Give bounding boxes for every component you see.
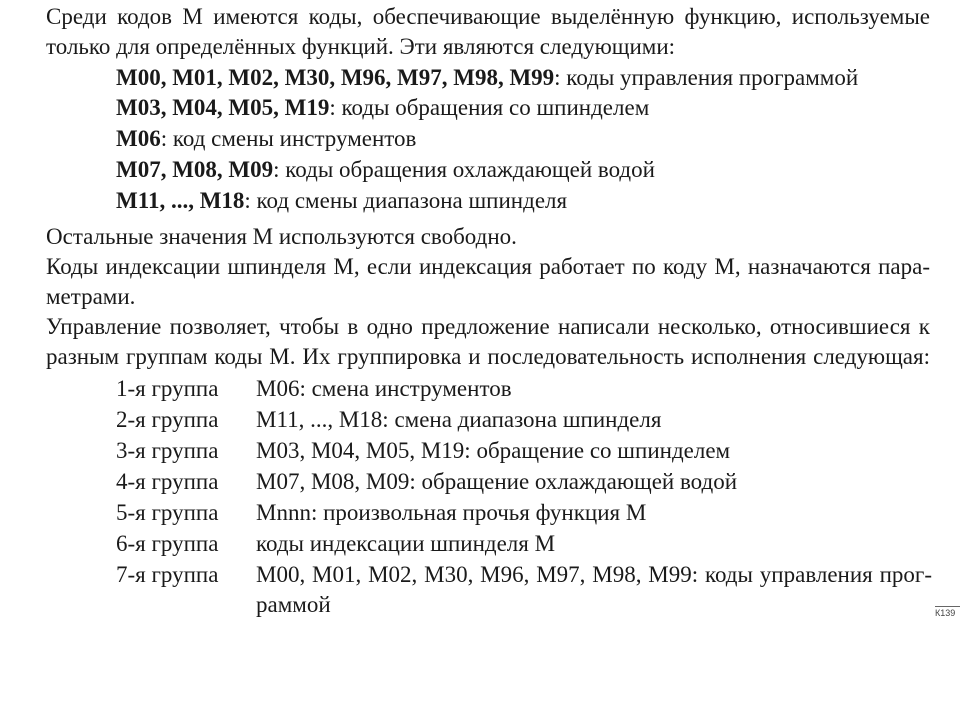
special-code-item (116, 125, 416, 152)
group-desc-continuation: раммой (256, 592, 331, 617)
special-code-codes: M06 (116, 126, 161, 151)
indexing-line-1: Коды индексации шпинделя М, если индексация работает по коду М, назначаются пара- (46, 254, 930, 279)
group-label: 2-я группа (116, 407, 219, 432)
special-code-item (116, 156, 655, 183)
group-label: 1-я группа (116, 376, 219, 401)
group-desc: М00, М01, М02, М30, М96, М97, М98, М99: коды управления прог- (256, 562, 932, 587)
page-marker: К139 (935, 606, 960, 621)
group-desc: М11, ..., М18: смена диапазона шпинделя (256, 407, 662, 432)
group-desc: М03, М04, М05, М19: обращение со шпинделем (256, 438, 731, 463)
indexing-line-2: метрами. (46, 284, 136, 309)
group-desc: М06: смена инструментов (256, 376, 512, 401)
special-code-desc: : код смены диапазона шпинделя (244, 188, 568, 213)
free-use-paragraph: Остальные значения М используются свободно. (46, 224, 517, 249)
group-desc: Mnnn: произвольная прочья функция М (256, 500, 647, 525)
special-code-codes: M03, M04, M05, M19 (116, 95, 330, 120)
group-desc: коды индексации шпинделя М (256, 531, 556, 556)
grouping-line-2: разным группам коды М. Их группировка и последовательность исполнения следующая: (46, 344, 930, 369)
special-code-item (116, 94, 649, 121)
special-code-codes: M07, M08, M09 (116, 157, 274, 182)
intro-line-2: только для определённых функций. Эти являются следующими: (46, 34, 676, 59)
special-code-codes: M00, M01, M02, M30, M96, M97, M98, M99 (116, 65, 555, 90)
group-label: 3-я группа (116, 438, 219, 463)
group-label: 6-я группа (116, 531, 219, 556)
group-label: 7-я группа (116, 562, 219, 587)
special-code-codes: M11, ..., M18 (116, 188, 245, 213)
special-code-desc: : коды обращения охлаждающей водой (273, 157, 655, 182)
intro-line-1: Среди кодов М имеются коды, обеспечивающие выделённую функцию, используемые (46, 4, 930, 29)
special-code-desc: : коды обращения со шпинделем (329, 95, 650, 120)
grouping-line-1: Управление позволяет, чтобы в одно предложение написали несколько, относившиеся к (46, 314, 930, 339)
special-code-desc: : код смены инструментов (160, 126, 417, 151)
group-desc: М07, М08, М09: обращение охлаждающей водой (256, 469, 738, 494)
special-code-item (116, 187, 567, 214)
group-label: 4-я группа (116, 469, 219, 494)
special-code-desc: : коды управления программой (554, 65, 859, 90)
special-code-item (116, 64, 858, 91)
group-label: 5-я группа (116, 500, 219, 525)
